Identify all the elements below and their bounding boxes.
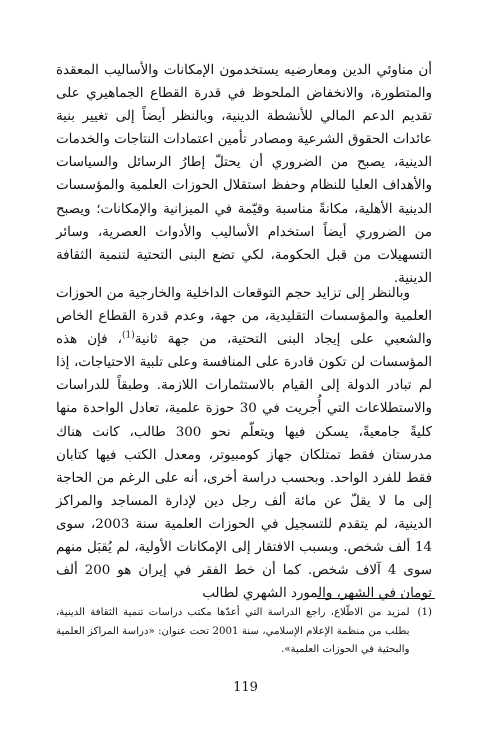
footnote-marker: (1) (121, 330, 135, 341)
footnote-number: (1) (417, 607, 432, 618)
paragraph-1: أن مناوئي الدين ومعارضيه يستخدمون الإمكانات والأساليب المعقدة والمتطورة، والانخفاض الملحوظ في قدرة القطاع الجماهيري على تقديم الدعم المالي للأنشطة الدينية، وبالنظر أيضاً إلى تغيير بنية عائدات الحقوق الشرعية ومصادر تأمين اعتمادات النتاجات والخدمات الدينية، يصبح من الضروري أن يحتلّ إطارُ الرسائل والسياسات والأهداف العليا للنظام وحفظ استقلال الحوزات العلمية والمؤسسات الدينية الأهلية، مكانةً مناسبة وقيّمة في الميزانية والإمكانات؛ ويصبح من الضروري أيضاً استخدام الأساليب والأدوات العصرية، وسائر التسهيلات من قبل الحكومة، لكي تضع البنى التحتية لتنمية الثقافة الدينية. (56, 63, 432, 286)
body-text-main (56, 282, 432, 605)
body-text-top (56, 59, 432, 290)
paragraph-2-part-1: وبالنظر إلى تزايد حجم التوقعات الداخلية والخارجية من الحوزات العلمية والمؤسسات التقليدية، من جهة، وعدم قدرة القطاع الخاص والشعبي على إيجاد البنى التحتية، من جهة ثانية (56, 286, 432, 348)
page-number: 119 (233, 680, 258, 695)
footnote-text: لمزيد من الاطّلاع، راجع الدراسة التي أعدّها مكتب دراسات تنمية الثقافة الدينية، بطلب من منظمة الإعلام الإسلامي، سنة 2001 تحت عنوان: «دراسة المراكز العلمية والبحثية في الحوزات العلمية». (56, 607, 410, 656)
footnote-separator (317, 598, 435, 599)
paragraph-2-part-2: ، فإن هذه المؤسسات لن تكون قادرة على المنافسة وعلى تلبية الاحتياجات، إذا لم تبادر الدولة إلى القيام بالاستثمارات اللازمة. وطبقاً للدراسات والاستطلاعات التي أُجريت في 30 حوزة علمية، تعادل الواحدة منها كليةً جامعيةً، يسكن فيها ويتعلّم نحو 300 طالب، كانت هناك مدرستان فقط تمتلكان جهاز كومبيوتر، ومعدل الكتب فيها كتابان فقط للفرد الواحد. وبحسب دراسة أخرى، أنه على الرغم من الحاجة إلى ما لا يقلّ عن مائة ألف رجل دين لإدارة المساجد والمراكز الدينية، لم يتقدم للتسجيل في الحوزات العلمية سنة 2003، سوى 14 ألف شخص. وبسبب الافتقار إلى الإمكانات الأولية، لم يُقبَل منهم سوى 4 آلاف شخص. كما أن خط الفقر في إيران هو 200 ألف تومان في الشهر، والمورد الشهري لطالب (56, 332, 433, 602)
paragraph-2 (56, 282, 432, 605)
footnote (56, 604, 432, 660)
